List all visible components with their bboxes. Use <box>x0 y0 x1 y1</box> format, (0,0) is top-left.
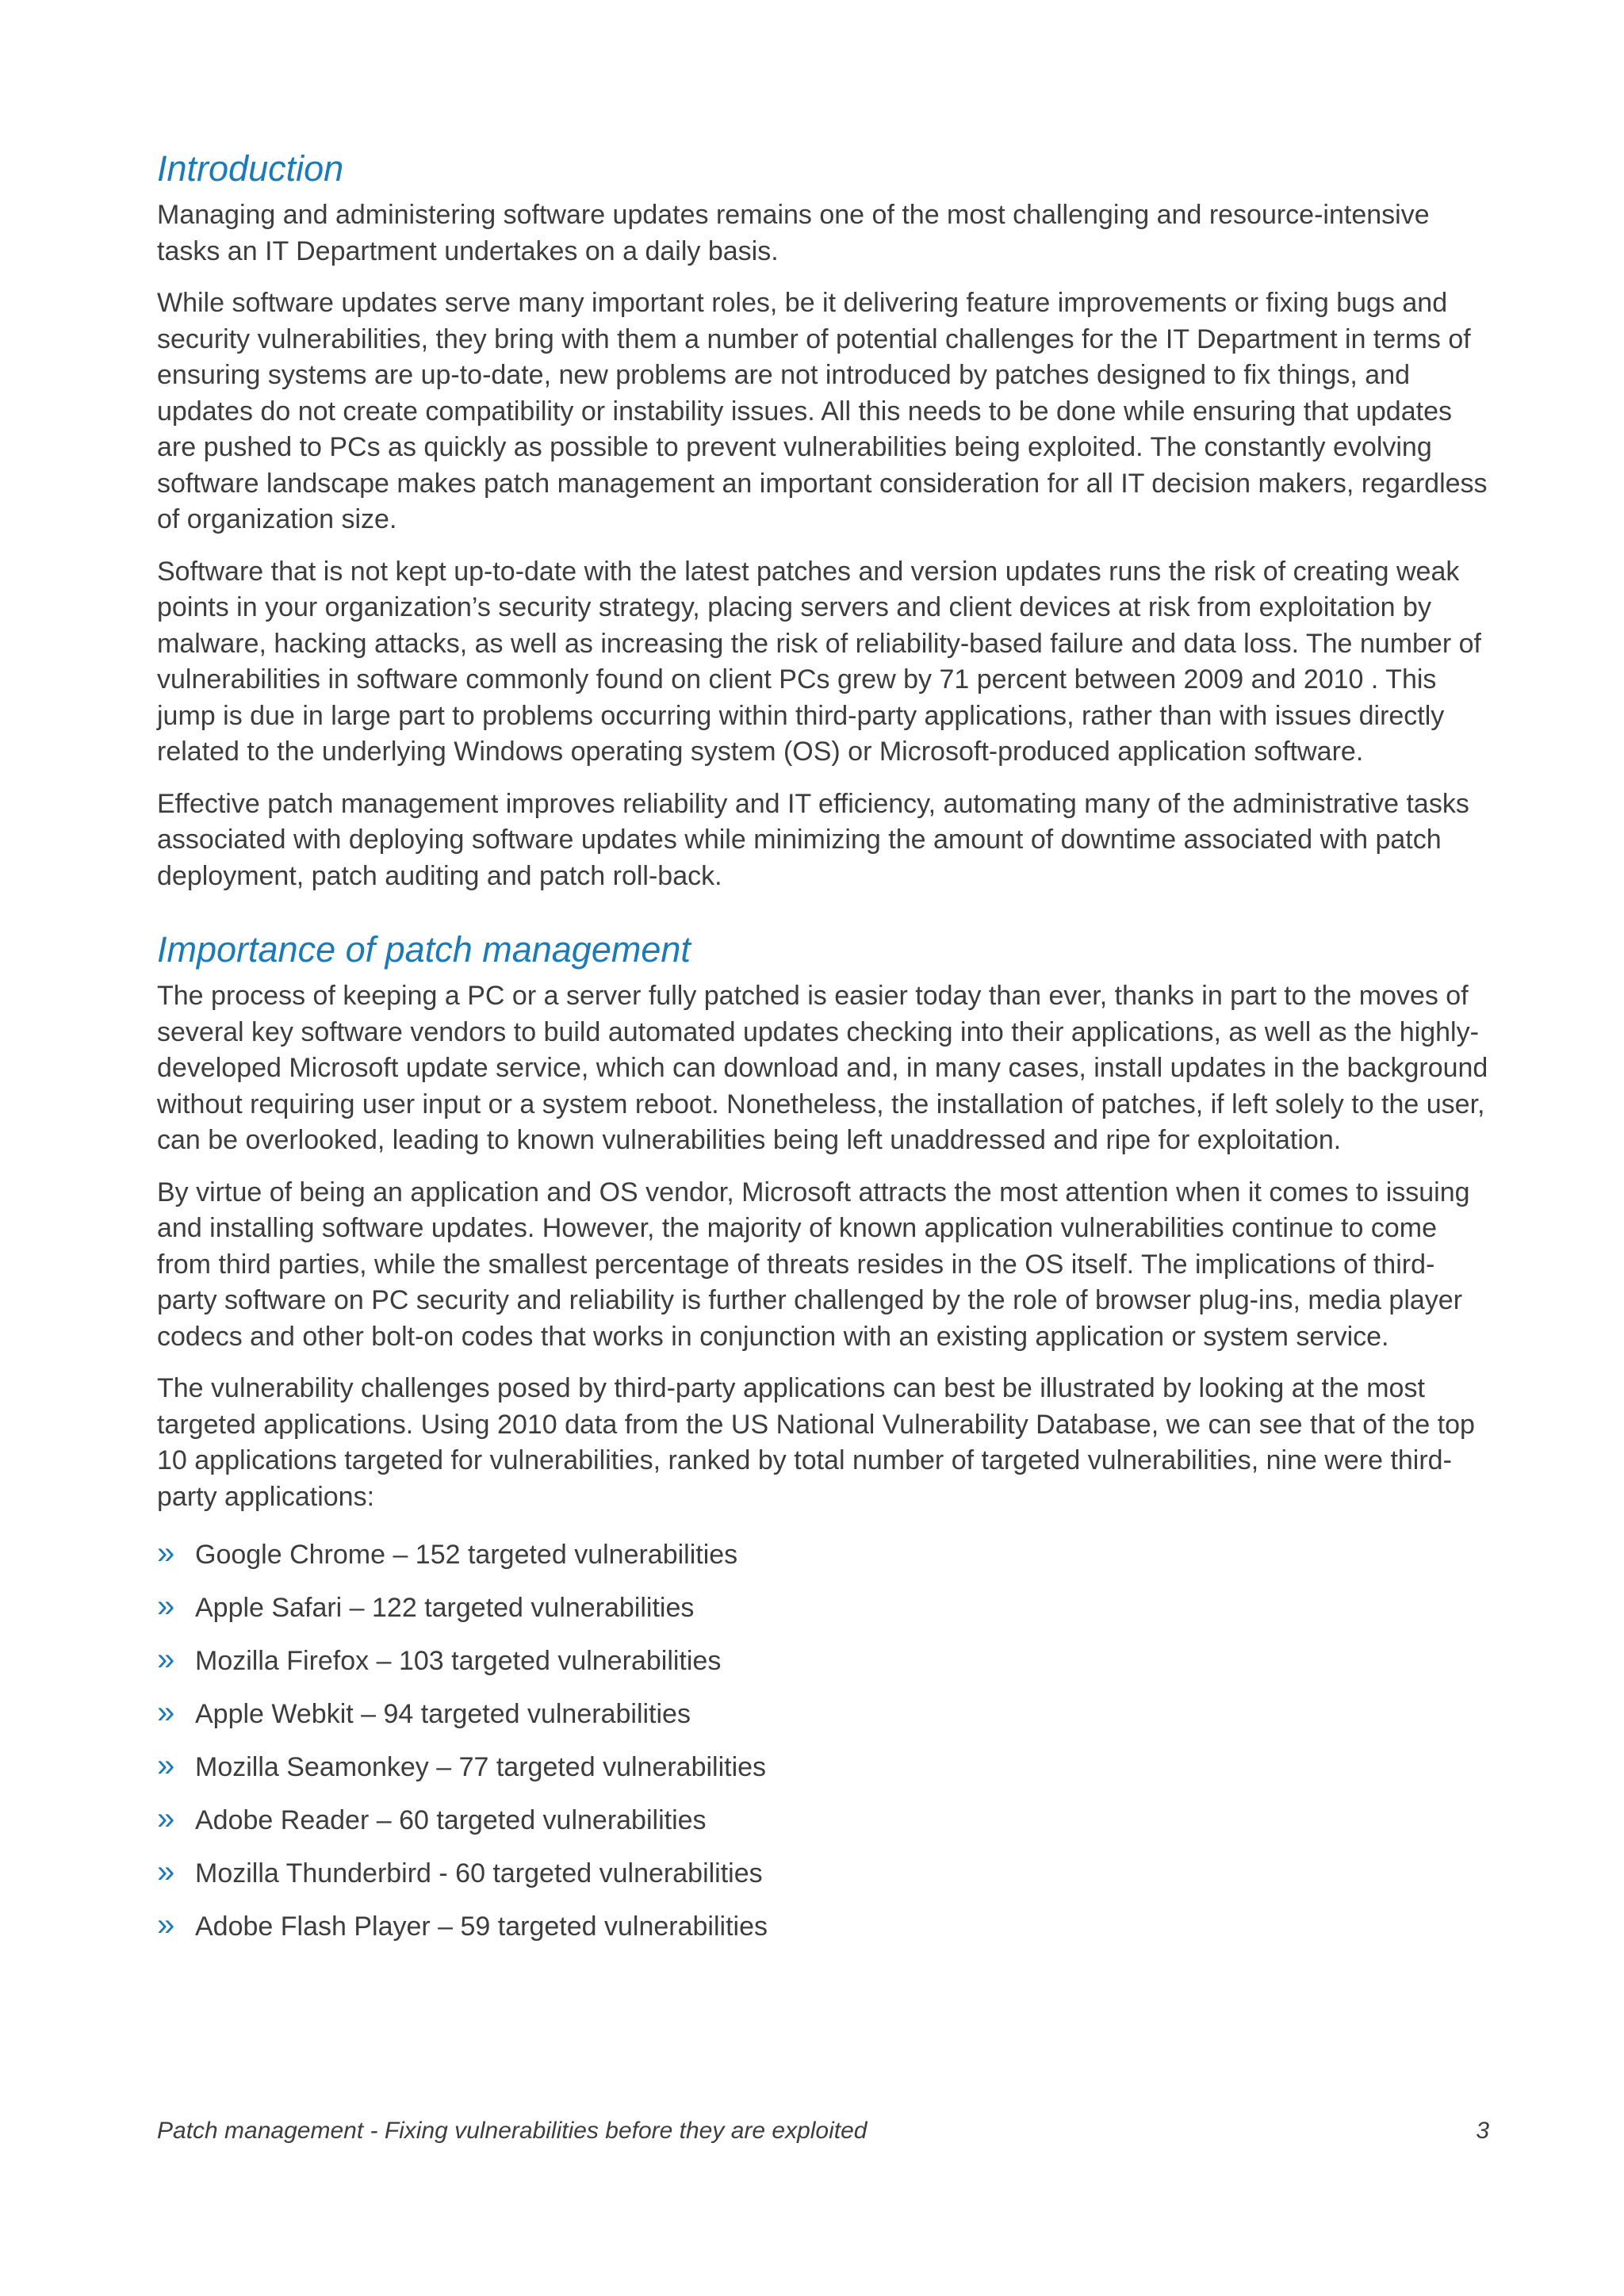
bullet-chevron-icon: » <box>157 1536 175 1571</box>
importance-paragraph-3: The vulnerability challenges posed by third-party applications can best be illustrated by looking at the most targeted applications. Using 2010 data from the US National Vulnerability Database, we can see that of the top 10 applications targeted for vulnerabilities, ranked by total number of targeted vulnerabilities, nine were third-party applications: <box>157 1373 1475 1512</box>
page-footer <box>157 2115 1489 2147</box>
importance-paragraph-1: The process of keeping a PC or a server fully patched is easier today than ever, thanks in part to the moves of several key software vendors to build automated updates checking into their applications, as well as the highly-developed Microsoft update service, which can download and, in many cases, install updates in the background without requiring user input or a system reboot. Nonetheless, the installation of patches, if left solely to the user, can be overlooked, leading to known vulnerabilities being left unaddressed and ripe for exploitation. <box>157 981 1488 1155</box>
bullet-chevron-icon: » <box>157 1748 175 1783</box>
bullet-chevron-icon: » <box>157 1801 175 1836</box>
list-item <box>157 1589 1489 1626</box>
list-item <box>157 1854 1489 1892</box>
bullet-chevron-icon: » <box>157 1642 175 1677</box>
importance-paragraph-2: By virtue of being an application and OS vendor, Microsoft attracts the most attention when it comes to issuing and installing software updates. However, the majority of known application vulnerabilities continue to come from third parties, while the smallest percentage of threats resides in the OS itself. The implications of third-party software on PC security and reliability is further challenged by the role of browser plug-ins, media player codecs and other bolt-on codes that works in conjunction with an existing application or system service. <box>157 1177 1470 1352</box>
list-item-text: Adobe Flash Player – 59 targeted vulnerabilities <box>195 1911 768 1942</box>
page-number: 3 <box>1476 2118 1489 2144</box>
list-item-text: Adobe Reader – 60 targeted vulnerabilities <box>195 1805 707 1835</box>
vulnerability-list <box>157 1536 1489 1945</box>
importance-heading: Importance of patch management <box>157 929 691 970</box>
list-item-text: Apple Webkit – 94 targeted vulnerabilities <box>195 1699 691 1729</box>
list-item-text: Google Chrome – 152 targeted vulnerabilities <box>195 1540 738 1570</box>
intro-paragraph-1: Managing and administering software updates remains one of the most challenging and resource-intensive tasks an IT Department undertakes on a daily basis. <box>157 200 1430 266</box>
list-item <box>157 1748 1489 1785</box>
page-content <box>157 147 1489 1961</box>
footer-title: Patch management - Fixing vulnerabilities before they are exploited <box>157 2118 868 2144</box>
list-item <box>157 1908 1489 1945</box>
intro-paragraph-2: While software updates serve many important roles, be it delivering feature improvements or fixing bugs and security vulnerabilities, they bring with them a number of potential challenges for the IT Department in terms of ensuring systems are up-to-date, new problems are not introduced by patches designed to fix things, and updates do not create compatibility or instability issues. All this needs to be done while ensuring that updates are pushed to PCs as quickly as possible to prevent vulnerabilities being exploited. The constantly evolving software landscape makes patch management an important consideration for all IT decision makers, regardless of organization size. <box>157 288 1488 534</box>
list-item <box>157 1642 1489 1679</box>
bullet-chevron-icon: » <box>157 1854 175 1889</box>
list-item-text: Apple Safari – 122 targeted vulnerabilities <box>195 1593 695 1623</box>
list-item-text: Mozilla Firefox – 103 targeted vulnerabilities <box>195 1646 722 1676</box>
list-item-text: Mozilla Seamonkey – 77 targeted vulnerabilities <box>195 1752 767 1782</box>
bullet-chevron-icon: » <box>157 1908 175 1942</box>
list-item <box>157 1695 1489 1732</box>
intro-paragraph-3: Software that is not kept up-to-date with the latest patches and version updates runs the risk of creating weak points in your organization’s security strategy, placing servers and client devices at risk from exploitation by malware, hacking attacks, as well as increasing the risk of reliability-based failure and data loss. The number of vulnerabilities in software commonly found on client PCs grew by 71 percent between 2009 and 2010 . This jump is due in large part to problems occurring within third-party applications, rather than with issues directly related to the underlying Windows operating system (OS) or Microsoft-produced application software. <box>157 556 1481 767</box>
list-item <box>157 1801 1489 1839</box>
intro-heading: Introduction <box>157 148 344 189</box>
list-item <box>157 1536 1489 1573</box>
list-item-text: Mozilla Thunderbird - 60 targeted vulnerabilities <box>195 1858 763 1888</box>
bullet-chevron-icon: » <box>157 1695 175 1730</box>
intro-paragraph-4: Effective patch management improves reliability and IT efficiency, automating many of the administrative tasks associated with deploying software updates while minimizing the amount of downtime associated with patch deployment, patch auditing and patch roll-back. <box>157 788 1469 891</box>
bullet-chevron-icon: » <box>157 1589 175 1624</box>
